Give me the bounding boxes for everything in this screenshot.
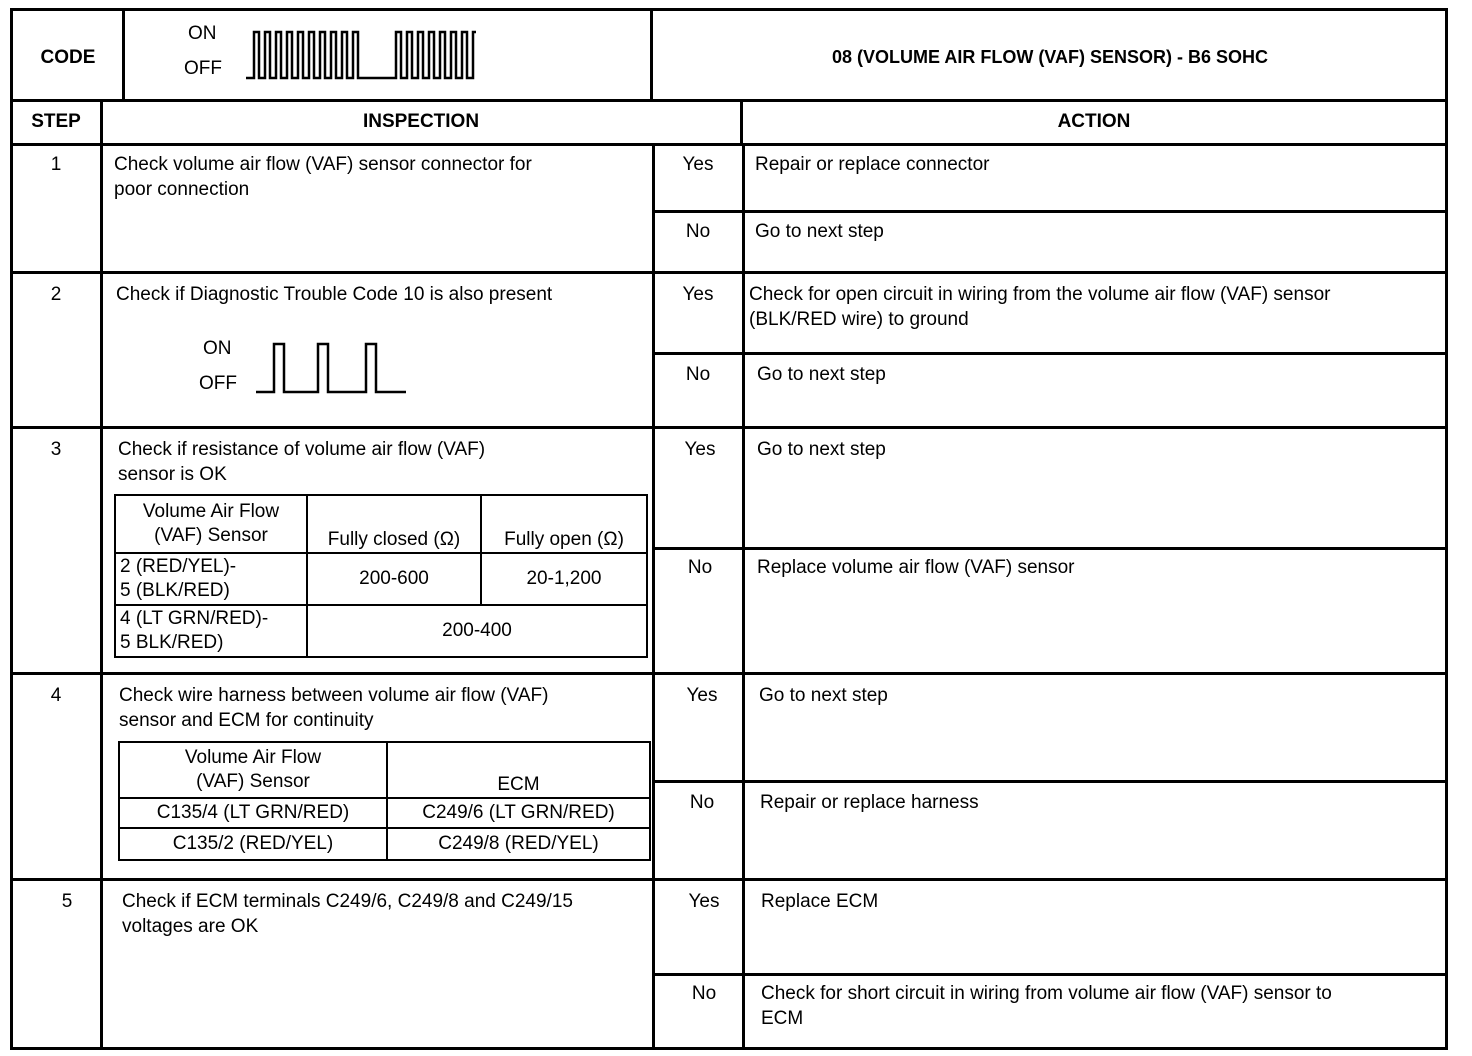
continuity-table — [118, 741, 651, 861]
divider — [10, 99, 1448, 102]
divider — [10, 271, 1448, 274]
code-10-off-label: OFF — [199, 373, 237, 394]
no-label: No — [685, 364, 711, 385]
divider — [122, 10, 125, 100]
code-10-pulse-icon — [254, 336, 414, 396]
no-label: No — [689, 792, 715, 813]
table-cell: 200-400 — [307, 605, 647, 657]
divider — [652, 145, 655, 1048]
no-action: Go to next step — [757, 364, 886, 385]
no-label: No — [687, 557, 713, 578]
table-cell: 4 (LT GRN/RED)- 5 BLK/RED) — [115, 605, 307, 657]
no-action: Replace volume air flow (VAF) sensor — [757, 557, 1075, 578]
inspection-column-header: INSPECTION — [362, 111, 480, 132]
yes-action: Repair or replace connector — [755, 154, 990, 175]
page-title: 08 (VOLUME AIR FLOW (VAF) SENSOR) - B6 SOHC — [831, 47, 1268, 67]
yes-label: Yes — [682, 154, 714, 175]
yes-label: Yes — [688, 891, 720, 912]
step-inspection: Check if ECM terminals C249/6, C249/8 and C249/15 voltages are OK — [122, 891, 573, 937]
step-number: 2 — [50, 284, 62, 305]
yes-label: Yes — [686, 685, 718, 706]
table-header: ECM — [387, 742, 650, 798]
yes-label: Yes — [682, 284, 714, 305]
divider — [652, 210, 1448, 213]
table-cell: 2 (RED/YEL)- 5 (BLK/RED) — [115, 553, 307, 605]
table-cell: 200-600 — [307, 553, 481, 605]
divider — [652, 352, 1448, 355]
no-label: No — [691, 983, 717, 1004]
code-08-pulse-icon — [244, 28, 476, 84]
yes-action: Go to next step — [757, 439, 886, 460]
divider — [652, 973, 1448, 976]
table-cell: C249/8 (RED/YEL) — [387, 828, 650, 860]
table-cell: C135/2 (RED/YEL) — [119, 828, 387, 860]
divider — [652, 780, 1448, 783]
divider — [652, 547, 1448, 550]
yes-action: Go to next step — [759, 685, 888, 706]
yes-label: Yes — [684, 439, 716, 460]
divider — [10, 878, 1448, 881]
table-cell: 20-1,200 — [481, 553, 647, 605]
step-inspection: Check if Diagnostic Trouble Code 10 is also present — [116, 284, 553, 305]
resistance-table — [114, 494, 648, 658]
code-pulse-off-label: OFF — [184, 58, 222, 79]
divider — [740, 100, 743, 145]
step-number: 4 — [50, 685, 62, 706]
divider — [10, 672, 1448, 675]
no-action: Check for short circuit in wiring from volume air flow (VAF) sensor to ECM — [761, 983, 1332, 1029]
table-cell: C249/6 (LT GRN/RED) — [387, 798, 650, 828]
code-label: CODE — [40, 47, 96, 68]
table-cell: C135/4 (LT GRN/RED) — [119, 798, 387, 828]
code-pulse-on-label: ON — [188, 23, 217, 44]
no-action: Go to next step — [755, 221, 884, 242]
yes-action: Check for open circuit in wiring from the volume air flow (VAF) sensor (BLK/RED wire) to ground — [749, 284, 1331, 330]
table-header: Volume Air Flow (VAF) Sensor — [115, 495, 307, 553]
step-column-header: STEP — [31, 111, 81, 132]
step-inspection: Check if resistance of volume air flow (VAF) sensor is OK — [118, 439, 486, 485]
divider — [10, 426, 1448, 429]
table-header: Fully open (Ω) — [481, 495, 647, 553]
no-label: No — [685, 221, 711, 242]
step-inspection: Check wire harness between volume air flow (VAF) sensor and ECM for continuity — [119, 685, 549, 731]
step-number: 1 — [50, 154, 62, 175]
no-action: Repair or replace harness — [760, 792, 979, 813]
code-10-on-label: ON — [203, 338, 232, 359]
table-header: Volume Air Flow (VAF) Sensor — [119, 742, 387, 798]
step-number: 5 — [61, 891, 73, 912]
action-column-header: ACTION — [1057, 111, 1131, 132]
divider — [10, 143, 1448, 146]
yes-action: Replace ECM — [761, 891, 879, 912]
step-number: 3 — [50, 439, 62, 460]
table-header: Fully closed (Ω) — [307, 495, 481, 553]
step-inspection: Check volume air flow (VAF) sensor connector for poor connection — [114, 154, 532, 200]
